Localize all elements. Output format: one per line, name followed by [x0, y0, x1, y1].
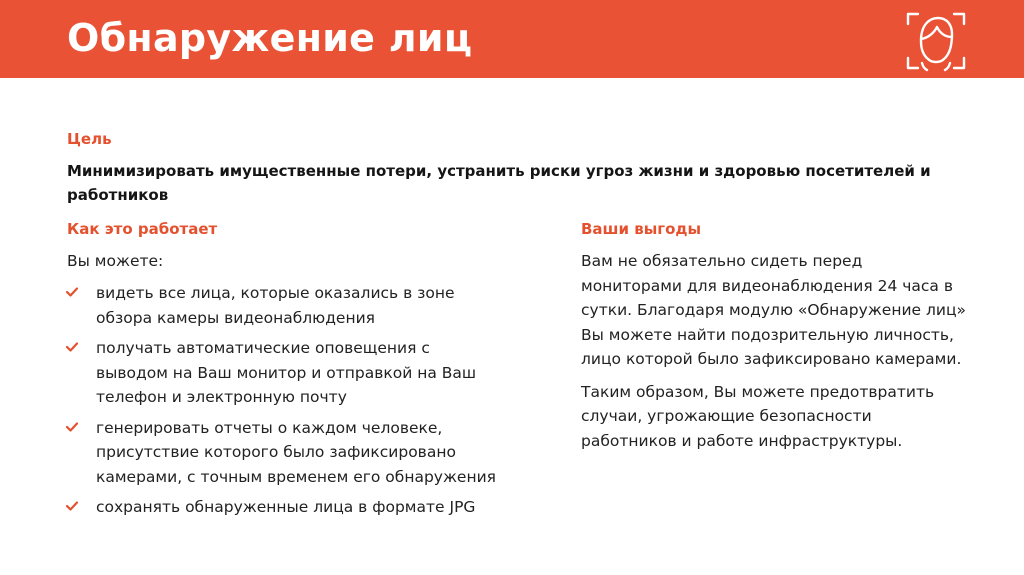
- benefits-paragraph: Таким образом, Вы можете предотвратить случаи, угрожающие безопасности работников и работе инфраструктуры.: [581, 382, 935, 450]
- list-item: [66, 336, 506, 410]
- feature-list: [66, 281, 506, 526]
- face-recognition-icon: [904, 10, 968, 72]
- list-item-text: генерировать отчеты о каждом человеке, присутствие которого было зафиксировано камерами, с точным временем его обнаружения: [96, 418, 496, 486]
- benefits-text: [581, 249, 966, 461]
- list-item: [66, 281, 506, 330]
- page-title: Обнаружение лиц: [67, 16, 473, 60]
- check-icon: [66, 422, 78, 432]
- list-item: [66, 495, 506, 520]
- list-item-text: видеть все лица, которые оказались в зоне обзора камеры видеонаблюдения: [96, 284, 455, 327]
- header-bar: [0, 0, 1024, 78]
- how-it-works-intro: Вы можете:: [67, 252, 164, 270]
- list-item: [66, 416, 506, 490]
- benefits-paragraph: Вам не обязательно сидеть перед мониторами для видеонаблюдения 24 часа в сутки. Благодаря модулю «Обнаружение лиц» Вы можете найти подозрительную личность, лицо которой было зафиксировано камерами.: [581, 252, 967, 368]
- list-item-text: получать автоматические оповещения с выводом на Ваш монитор и отправкой на Ваш телефон и электронную почту: [96, 339, 477, 406]
- how-it-works-label: Как это работает: [67, 220, 218, 238]
- list-item-text: сохранять обнаруженные лица в формате JPG: [96, 498, 476, 516]
- benefits-label: Ваши выгоды: [581, 220, 702, 238]
- check-icon: [66, 501, 78, 511]
- goal-label: Цель: [67, 130, 112, 148]
- goal-text: Минимизировать имущественные потери, устранить риски угроз жизни и здоровью посетителей и работников: [67, 162, 931, 204]
- check-icon: [66, 342, 78, 352]
- check-icon: [66, 287, 78, 297]
